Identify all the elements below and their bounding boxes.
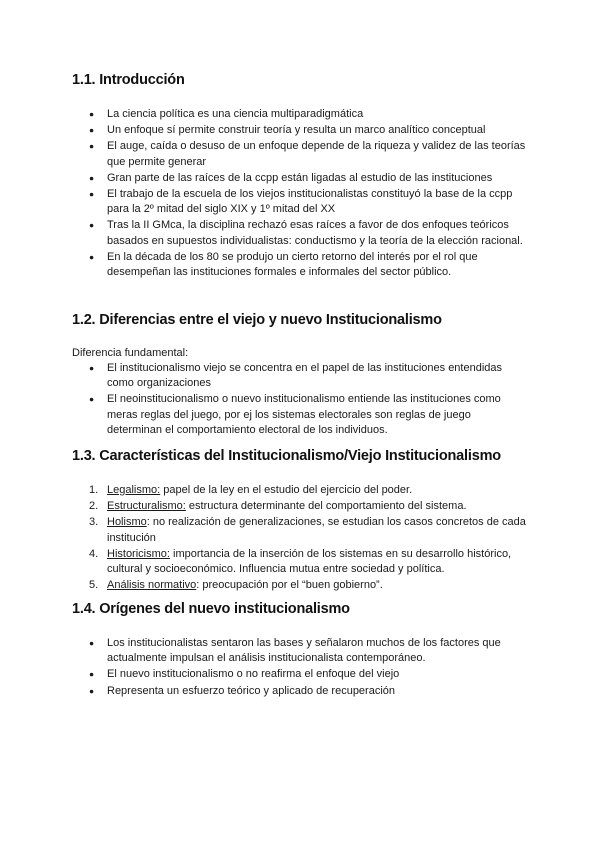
section-heading-origenes: 1.4. Orígenes del nuevo institucionalismo [72,601,350,617]
numbered-item [72,483,527,498]
diferencias-bullet-list [72,361,527,439]
item-number: 3. [89,516,99,529]
list-item: ● El neoinstitucionalismo o nuevo institucionalismo entiende las instituciones como meras reglas del juego, por ej los sistemas electorales son reglas de juego determinan el comportamiento electoral de los individuos. [72,392,527,438]
list-item: ● El auge, caída o desuso de un enfoque depende de la riqueza y validez de las teorías que permite generar [72,139,527,169]
item-number: 4. [89,547,99,560]
item-number: 1. [89,484,99,496]
caracteristicas-numbered-list [72,483,527,594]
diferencia-intro-text: Diferencia fundamental: [72,347,189,359]
list-item: ● El institucionalismo viejo se concentra en el papel de las instituciones entendidas como organizaciones [72,361,527,391]
list-item: ● El trabajo de la escuela de los viejos institucionalistas constituyó la base de la ccpp para la 2º mitad del siglo XIX y 1º mitad del XX [72,187,527,217]
item-text: : no realización de generalizaciones, se estudian los casos concretos de cada institución [107,516,526,544]
item-number: 2. [89,500,99,513]
list-item: ● Tras la II GMca, la disciplina rechazó esas raíces a favor de dos enfoques teóricos basados en supuestos individualistas: conductismo y la teoría de la elección racional. [72,218,527,248]
item-term: Análisis normativo [107,579,197,592]
item-text: : preocupación por el “buen gobierno”. [196,579,383,592]
item-number: 5. [89,579,99,592]
item-term: Holismo [107,516,147,529]
item-term: Historicismo: [107,547,170,560]
section-heading-introduccion: 1.1. Introducción [72,72,185,88]
numbered-item [72,578,527,593]
item-text: importancia de la inserción de los sistemas en su desarrollo histórico, cultural y socioeconómico. Influencia mutua entre sociedad y política. [107,547,512,576]
list-item: ● Gran parte de las raíces de la ccpp están ligadas al estudio de las instituciones [72,171,527,186]
item-text: estructura determinante del comportamiento del sistema. [185,500,467,513]
section-heading-caracteristicas: 1.3. Características del Institucionalismo/Viejo Institucionalismo [72,448,501,464]
list-item: ● Un enfoque sí permite construir teoría y resulta un marco analítico conceptual [72,123,527,138]
section-heading-diferencias: 1.2. Diferencias entre el viejo y nuevo Institucionalismo [72,312,442,328]
list-item: ● Representa un esfuerzo teórico y aplicado de recuperación [72,684,527,699]
numbered-item [72,499,527,514]
list-item: ● Los institucionalistas sentaron las bases y señalaron muchos de los factores que actualmente impulsan el análisis institucionalista contemporáneo. [72,636,527,666]
list-item: ● En la década de los 80 se produjo un cierto retorno del interés por el rol que desempeñan las instituciones formales e informales del sector público. [72,250,527,280]
origenes-bullet-list [72,636,527,700]
list-item: ● El nuevo institucionalismo o no reafirma el enfoque del viejo [72,667,527,682]
list-item: ● La ciencia política es una ciencia multiparadigmática [72,107,527,122]
item-term: Legalismo: [107,484,161,496]
numbered-item [72,547,527,577]
numbered-item [72,515,527,545]
item-term: Estructuralismo: [107,500,186,513]
item-text: papel de la ley en el estudio del ejercicio del poder. [160,484,413,496]
introduccion-bullet-list [72,107,527,281]
